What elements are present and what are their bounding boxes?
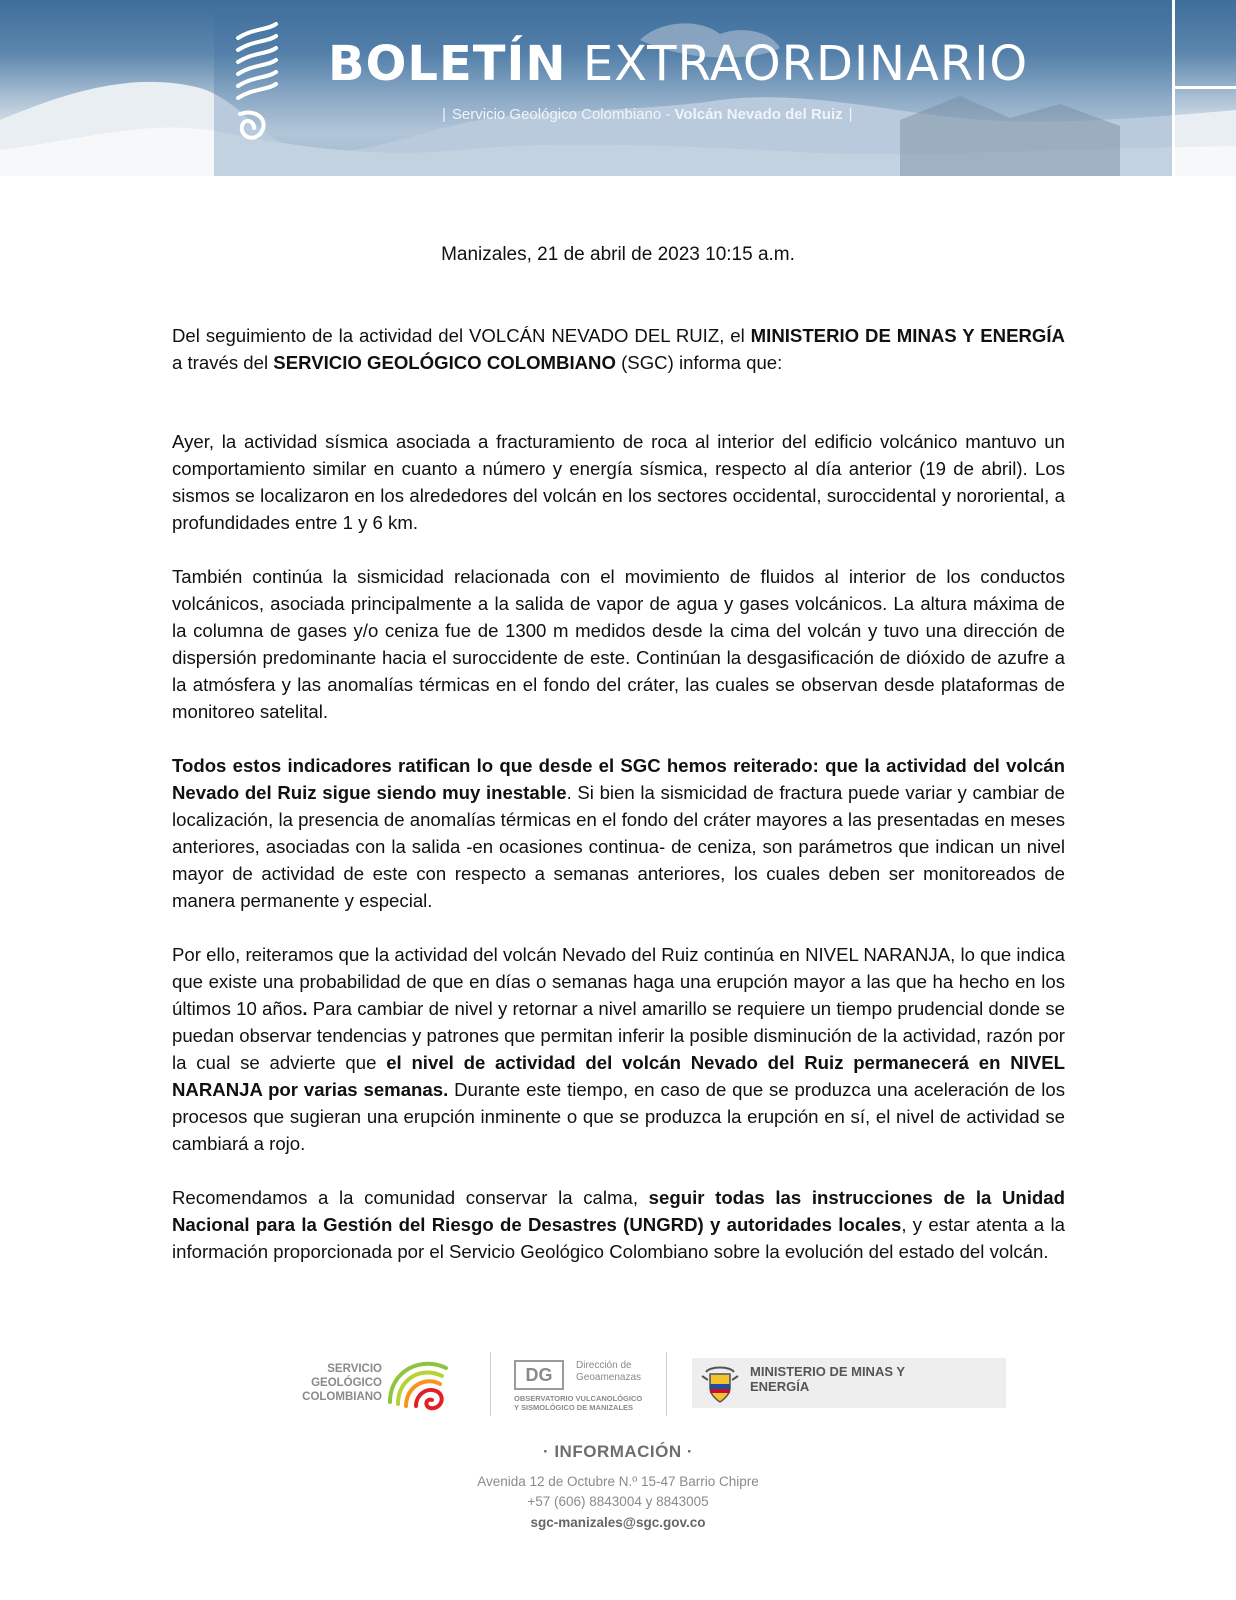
dg-label-line-1: Dirección de	[576, 1360, 632, 1371]
banner-subtitle	[436, 106, 859, 123]
indicators-bold: Todos estos indicadores ratifican lo que desde el SGC hemos reiterado: que la actividad del volcán Nevado del Ruiz sigue siendo muy inestable	[172, 755, 1065, 803]
info-title: · INFORMACIÓN ·	[542, 1442, 694, 1461]
intro-bold-sgc: SERVICIO GEOLÓGICO COLOMBIANO	[273, 352, 616, 373]
ministry-line-1: MINISTERIO DE MINAS Y	[750, 1364, 906, 1379]
logo-divider-2	[666, 1352, 667, 1416]
observatory-line-2: Y SISMOLÓGICO DE MANIZALES	[514, 1403, 634, 1412]
sgc-wave-logo-icon	[232, 18, 280, 146]
recommendation-paragraph	[172, 1184, 1065, 1265]
sgc-logo-line-2: GEOLÓGICO	[311, 1377, 382, 1389]
banner-title-bold: BOLETÍN	[328, 36, 567, 92]
ministry-logo-text	[750, 1364, 970, 1394]
sgc-logo-line-1: SERVICIO	[327, 1363, 382, 1375]
institution-logos	[0, 1348, 1236, 1412]
dg-label	[576, 1360, 646, 1384]
orange-text-2: Para cambiar de nivel y retornar a nivel amarillo se requiere un tiempo prudencial donde se puedan observar tendencias y patrones que permitan inferir la posible disminución de la actividad, razón por la cual se advierte que	[172, 998, 1065, 1073]
logo-divider-1	[490, 1352, 491, 1416]
intro-text-2: a través del	[172, 352, 274, 373]
recommend-text-2: , y estar atenta a la información proporcionada por el Servicio Geológico Colombiano sobre la evolución del estado del volcán.	[172, 1214, 1066, 1262]
bulletin-banner	[0, 0, 1236, 176]
orange-text-3: Durante este tiempo, en caso de que se produzca una aceleración de los procesos que sugieran una erupción inminente o que se produzca la erupción en sí, el nivel de actividad se cambiará a rojo.	[172, 1079, 1065, 1154]
dg-label-line-2: Geoamenazas	[576, 1372, 642, 1383]
banner-grid-lines	[1172, 0, 1236, 176]
sgc-logo-text	[296, 1362, 382, 1404]
intro-bold-ministry: MINISTERIO DE MINAS Y ENERGÍA	[750, 325, 1065, 346]
sgc-swirl-logo-icon	[382, 1350, 462, 1414]
recommend-bold: seguir todas las instrucciones de la Unidad Nacional para la Gestión del Riesgo de Desastres (UNGRD) y autoridades locales	[172, 1187, 1065, 1235]
sgc-logo-line-3: COLOMBIANO	[302, 1391, 382, 1403]
footer-phone: +57 (606) 8843004 y 8843005	[527, 1494, 709, 1509]
observatory-label	[514, 1394, 644, 1412]
observatory-line-1: OBSERVATORIO VULCANOLÓGICO	[514, 1394, 643, 1403]
banner-subtitle-org: Servicio Geológico Colombiano -	[451, 106, 675, 123]
indicators-text: . Si bien la sismicidad de fractura puede variar y cambiar de localización, la presencia de anomalías térmicas en el fondo del cráter mayores a las presentadas en meses anteriores, asociadas con la salida -en ocasiones continua- de ceniza, son parámetros que indican un nivel mayor de actividad de este con respecto a semanas anteriores, los cuales deben ser monitoreados de manera permanente y especial.	[172, 782, 1065, 911]
intro-text-3: (SGC) informa que:	[615, 352, 783, 373]
recommend-text-1: Recomendamos a la comunidad conservar la calma,	[172, 1187, 649, 1208]
colombia-coat-of-arms-icon	[700, 1362, 740, 1404]
orange-bold-weeks: el nivel de actividad del volcán Nevado del Ruiz permanecerá en NIVEL NARANJA por varias semanas.	[172, 1052, 1065, 1100]
indicators-paragraph	[172, 752, 1065, 914]
orange-bold-period: .	[302, 998, 308, 1019]
intro-paragraph	[172, 322, 1065, 376]
banner-title-light: EXTRAORDINARIO	[582, 36, 1029, 92]
fluids-paragraph: También continúa la sismicidad relacionada con el movimiento de fluidos al interior de los conductos volcánicos, asociada principalmente a la salida de vapor de agua y gases volcánicos. La altura máxima de la columna de gases y/o ceniza fue de 1300 m medidos desde la cima del volcán y tuvo una dirección de dispersión predominante hacia el suroccidente de este. Continúan la desgasificación de dióxido de azufre a la atmósfera y las anomalías térmicas en el fondo del cráter, las cuales se observan desde plataformas de monitoreo satelital.	[172, 566, 1065, 722]
ministry-line-2: ENERGÍA	[750, 1379, 810, 1394]
banner-divider-right: |	[848, 106, 853, 123]
dateline: Manizales, 21 de abril de 2023 10:15 a.m.	[441, 244, 795, 265]
banner-subtitle-volcano: Volcán Nevado del Ruiz	[674, 106, 843, 123]
banner-title	[328, 36, 1029, 92]
footer-address: Avenida 12 de Octubre N.º 15-47 Barrio Chipre	[477, 1474, 759, 1489]
seismic-activity-paragraph: Ayer, la actividad sísmica asociada a fracturamiento de roca al interior del edificio volcánico mantuvo un comportamiento similar en cuanto a número y energía sísmica, respecto al día anterior (19 de abril). Los sismos se localizaron en los alrededores del volcán en los sectores occidental, suroccidental y nororiental, a profundidades entre 1 y 6 km.	[172, 431, 1065, 533]
footer-email: sgc-manizales@sgc.gov.co	[530, 1515, 706, 1530]
orange-level-paragraph	[172, 941, 1065, 1157]
banner-divider-left: |	[442, 106, 446, 123]
bulletin-body	[172, 322, 1065, 1265]
dg-logo-icon: DG	[514, 1360, 564, 1390]
orange-text-1: Por ello, reiteramos que la actividad del volcán Nevado del Ruiz continúa en NIVEL NARANJA, lo que indica que existe una probabilidad de que en días o semanas haga una erupción mayor a las que ha hecho en los últimos 10 años	[172, 944, 1065, 1019]
intro-text-1: Del seguimiento de la actividad del VOLCÁN NEVADO DEL RUIZ, el	[172, 325, 751, 346]
